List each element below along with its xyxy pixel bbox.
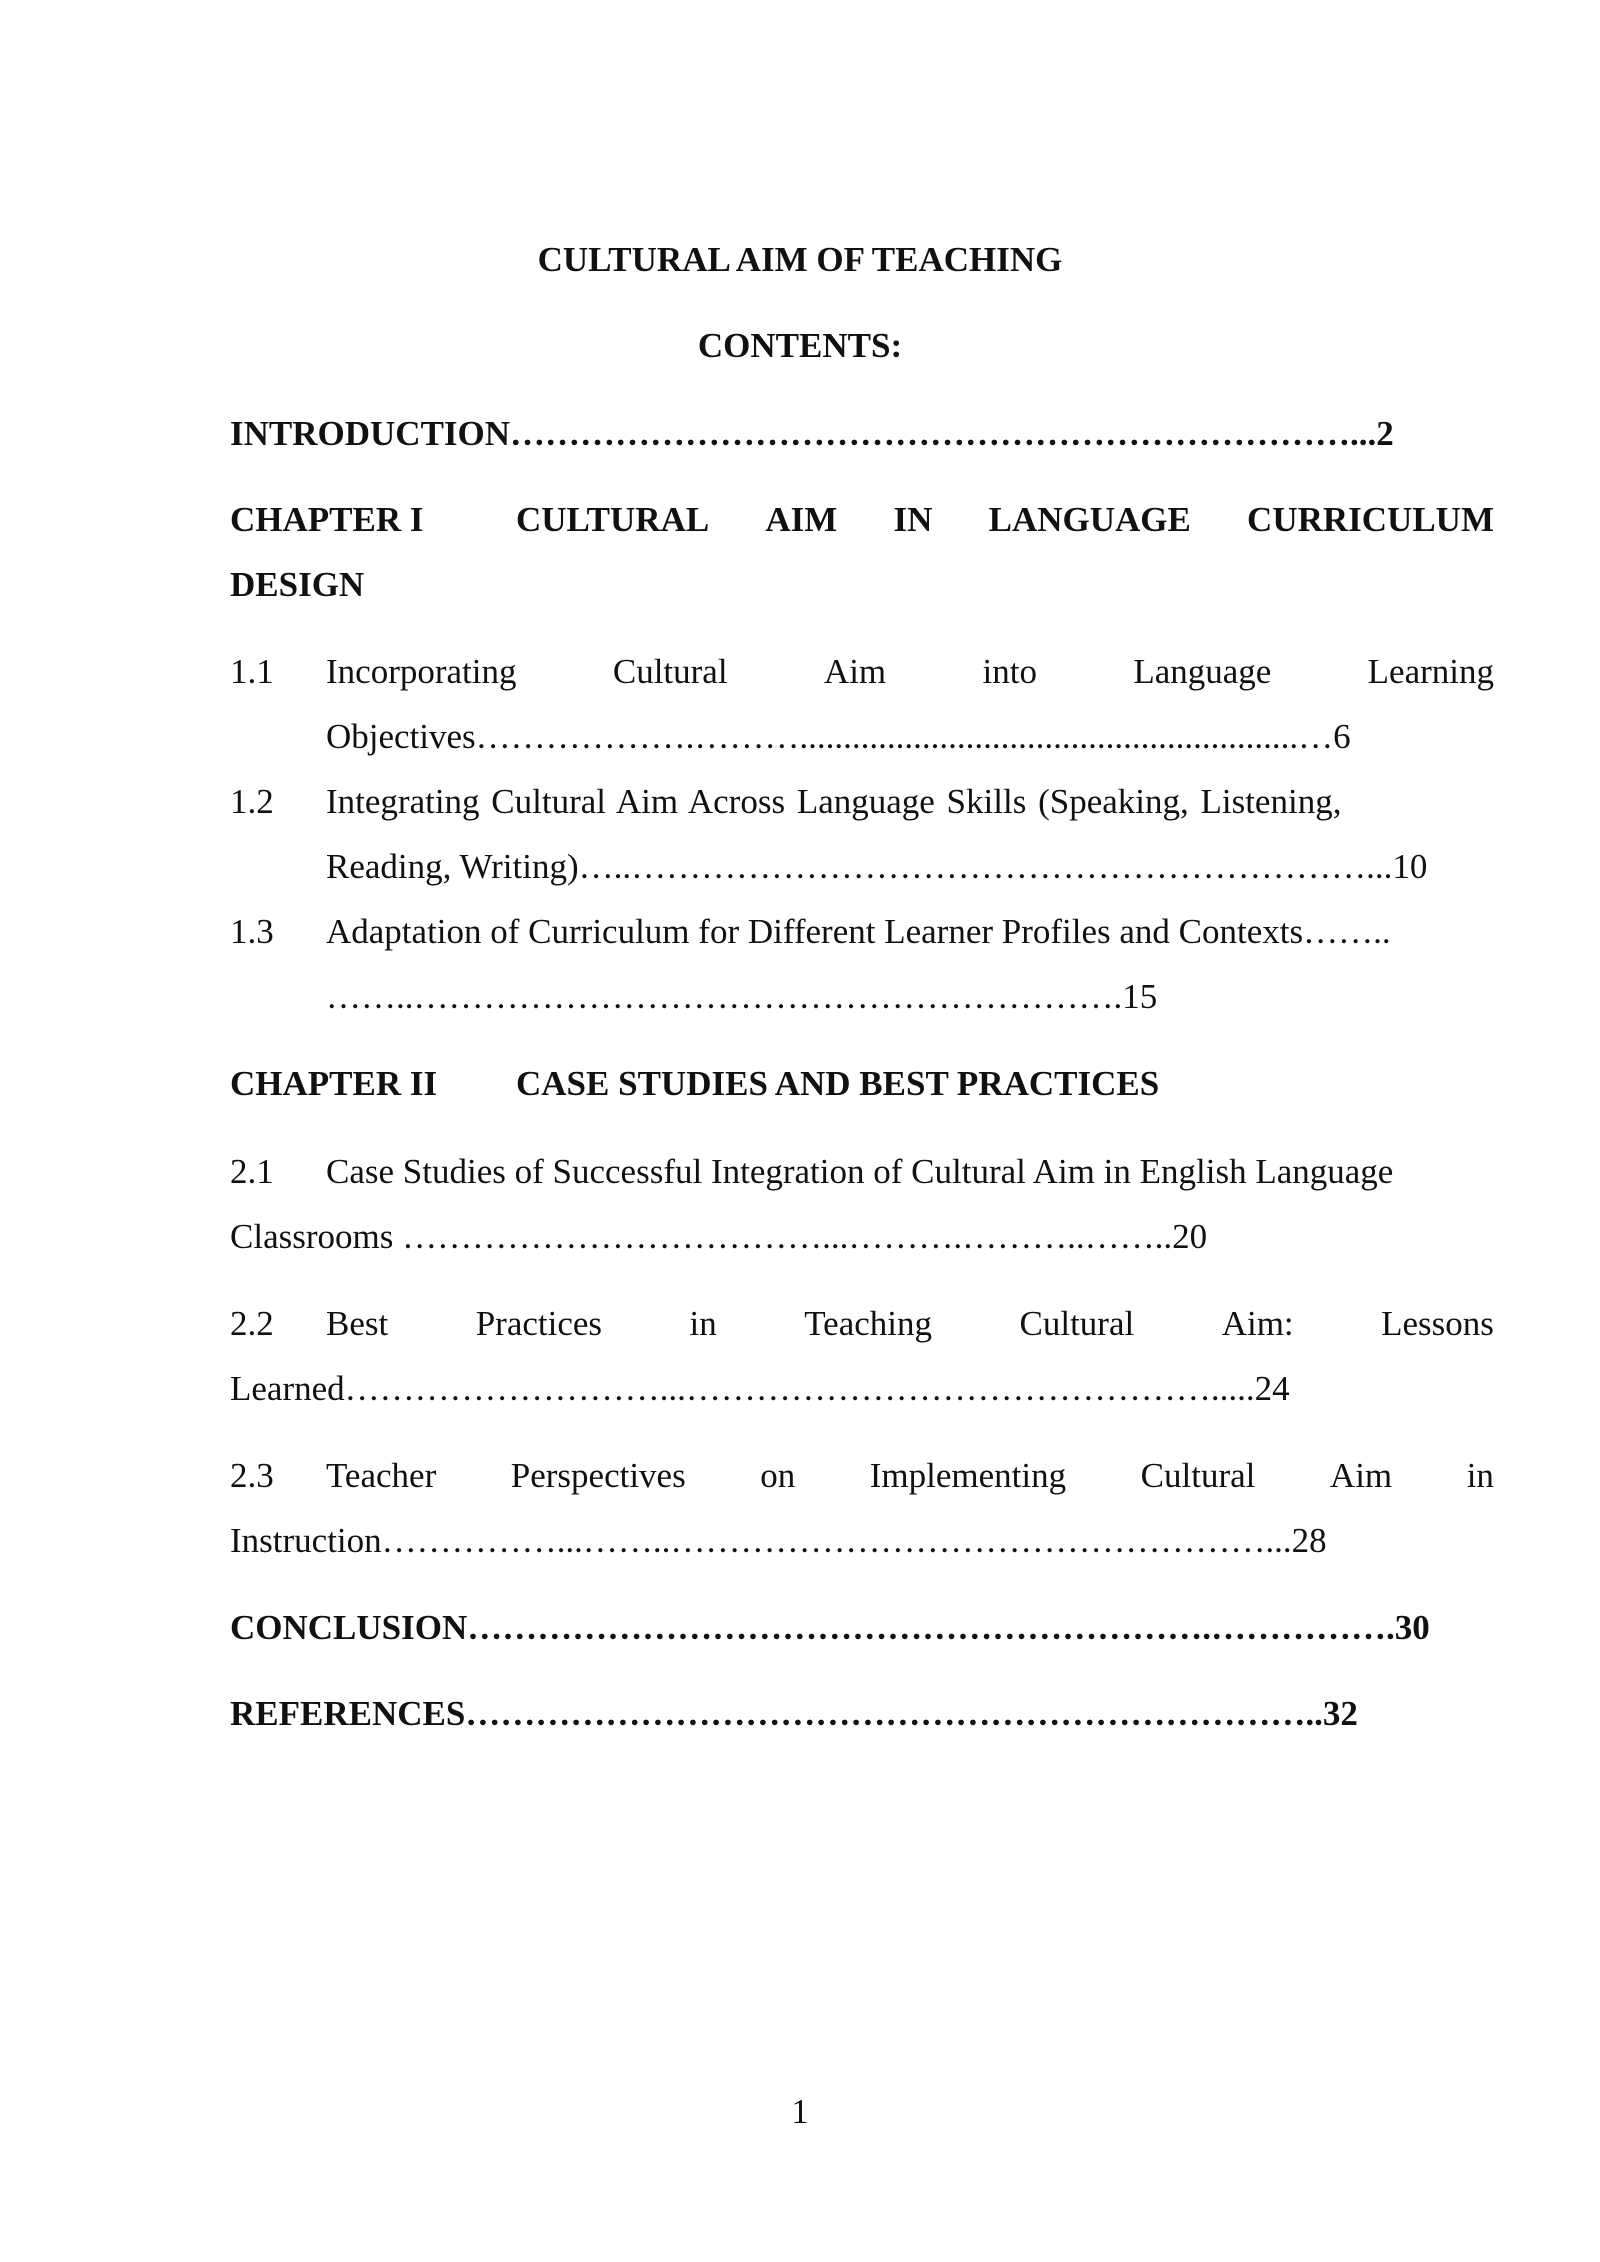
toc-item-2-1-line1: Case Studies of Successful Integration of Cultural Aim in English Language (326, 1152, 1394, 1191)
toc-word: Cultural (1019, 1304, 1135, 1343)
chapter2-title: CASE STUDIES AND BEST PRACTICES (516, 1064, 1160, 1103)
toc-item-number: 1.1 (230, 652, 274, 691)
toc-word: Teaching (804, 1304, 933, 1343)
toc-item-1-2-line1: Integrating Cultural Aim Across Language Skills (Speaking, Listening, (326, 782, 1342, 821)
toc-word: Teacher (326, 1456, 437, 1495)
toc-introduction: INTRODUCTION………………………………………………………………...2 (230, 414, 1394, 453)
toc-word: Implementing (869, 1456, 1067, 1495)
chapter1-title-continuation: DESIGN (230, 565, 365, 604)
toc-word: on (760, 1456, 796, 1495)
toc-item-1-3-line2: ……..…………………………………………………….15 (326, 977, 1158, 1016)
toc-item-number: 2.1 (230, 1152, 274, 1191)
toc-item-1-1-line1 (326, 650, 1494, 694)
toc-word: Best (326, 1304, 389, 1343)
toc-item-number: 1.3 (230, 912, 274, 951)
toc-item-number: 1.2 (230, 782, 274, 821)
chapter1-label: CHAPTER I (230, 500, 424, 539)
page-number: 1 (791, 2092, 809, 2131)
toc-references: REFERENCES………………………………………………………………..32 (230, 1694, 1358, 1733)
chapter1-title-word: LANGUAGE (988, 500, 1191, 539)
toc-word: Cultural (612, 652, 728, 691)
chapter1-title-word: CULTURAL (516, 500, 710, 539)
contents-heading: CONTENTS: (697, 326, 903, 365)
document-title: CULTURAL AIM OF TEACHING (537, 240, 1063, 279)
toc-item-2-3-line1 (326, 1454, 1494, 1498)
chapter1-title (516, 498, 1494, 542)
toc-word: in (689, 1304, 717, 1343)
toc-word: Incorporating (326, 652, 517, 691)
toc-word: Perspectives (510, 1456, 686, 1495)
toc-word: Practices (475, 1304, 603, 1343)
toc-word: Learning (1367, 652, 1494, 691)
toc-word: Cultural (1140, 1456, 1256, 1495)
toc-word: Aim (1329, 1456, 1393, 1495)
toc-item-2-1-line2: Classrooms ………………………………...……….………..……..20 (230, 1217, 1208, 1256)
chapter2-label: CHAPTER II (230, 1064, 438, 1103)
toc-item-number: 2.2 (230, 1304, 274, 1343)
toc-conclusion: CONCLUSION……………………………………………………….…………….30 (230, 1608, 1430, 1647)
toc-item-1-3-line1: Adaptation of Curriculum for Different Learner Profiles and Contexts…….. (326, 912, 1391, 951)
chapter1-title-word: AIM (765, 500, 838, 539)
toc-item-2-2-line1 (326, 1302, 1494, 1346)
toc-item-number: 2.3 (230, 1456, 274, 1495)
toc-word: Aim: (1221, 1304, 1294, 1343)
toc-word: in (1466, 1456, 1494, 1495)
toc-word: Language (1133, 652, 1272, 691)
toc-word: into (982, 652, 1037, 691)
toc-item-2-3-line2: Instruction……………...……..……………………………………………...28 (230, 1521, 1327, 1560)
toc-item-1-1-line2: Objectives……………….……….........................................................…6 (326, 717, 1351, 756)
chapter1-title-word: IN (893, 500, 933, 539)
toc-word: Aim (823, 652, 887, 691)
toc-word: Lessons (1381, 1304, 1494, 1343)
toc-item-2-2-line2: Learned………………………...……………………………………….....24 (230, 1369, 1290, 1408)
toc-item-1-2-line2: Reading, Writing)…..………………………………………………………...10 (326, 847, 1428, 886)
chapter1-title-word: CURRICULUM (1247, 500, 1494, 539)
